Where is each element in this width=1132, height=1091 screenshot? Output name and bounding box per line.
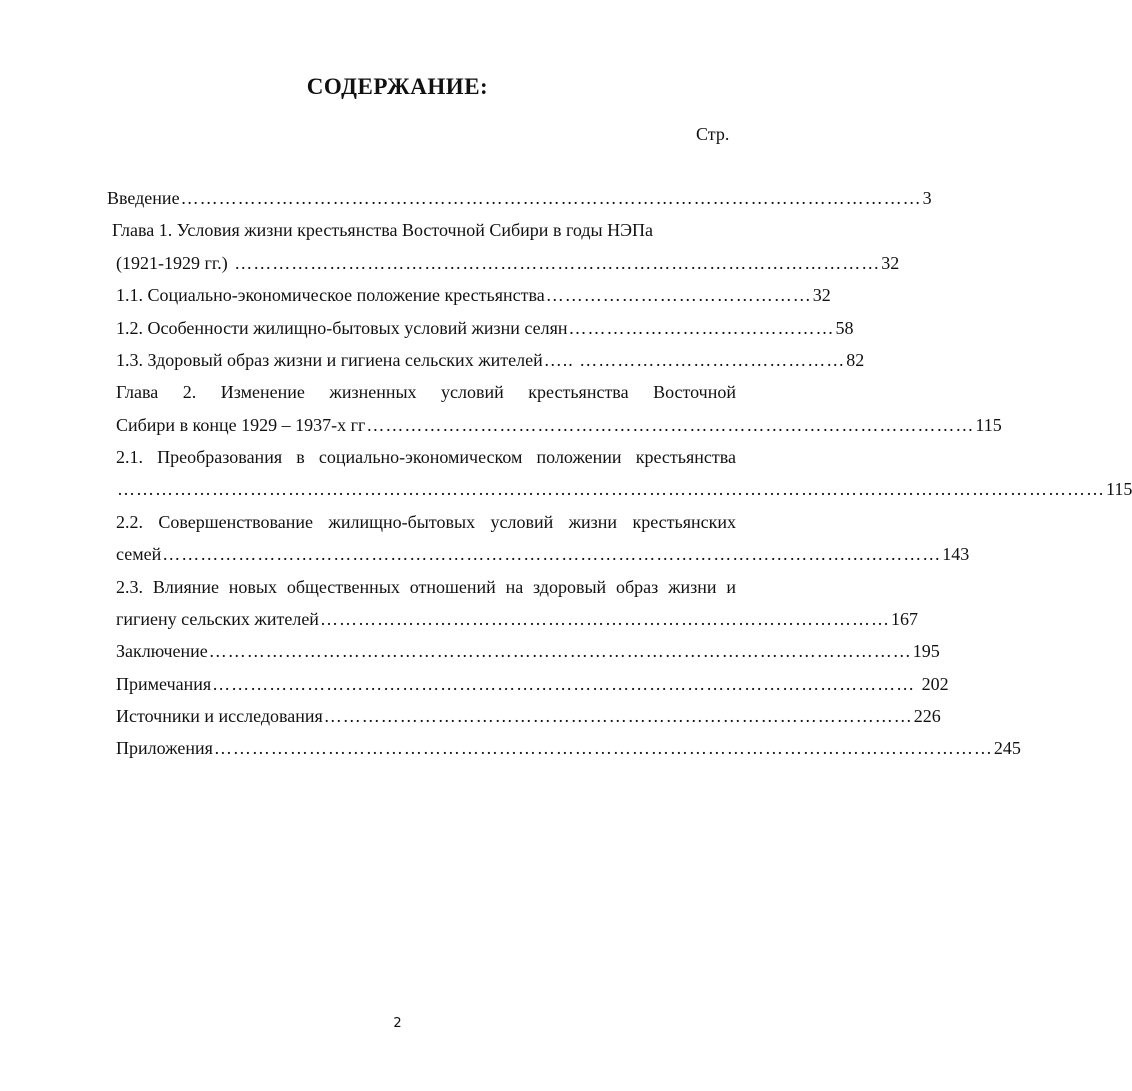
toc-entry-page: 245 [993, 738, 1021, 758]
toc-entry-page: 226 [913, 706, 941, 726]
dot-leader: …………………………………………………………………………………………………………… [162, 544, 942, 564]
page-column-label: Стр. [696, 124, 730, 144]
toc-chapter-2 [116, 414, 1002, 436]
toc-section-2-1 [116, 478, 1132, 500]
toc-section-1-3 [116, 349, 865, 371]
dot-leader: …………………………………… [545, 285, 812, 305]
toc-section-1-2 [116, 317, 854, 339]
toc-entry-page: 195 [912, 641, 940, 661]
toc-entry-page: 32 [812, 285, 831, 305]
toc-entry-page: 32 [881, 253, 900, 273]
toc-entry-title: Примечания [116, 674, 212, 694]
toc-entry-title: семей [116, 544, 162, 564]
toc-entry-title: Источники и исследования [116, 706, 323, 726]
toc-section-1-1 [116, 284, 831, 306]
toc-entry-title: Введение [107, 188, 180, 208]
dot-leader: ……………………………………………………………………………… [319, 609, 890, 629]
page-title: СОДЕРЖАНИЕ: [306, 74, 489, 99]
toc-entry-appendix [116, 737, 1021, 759]
dot-leader: ……………………………………………………………………………………………………… [180, 188, 922, 208]
dot-leader: ………………………………………………………………………………………………… [208, 641, 912, 661]
toc-entry-page: 58 [835, 318, 854, 338]
toc-entry-notes [116, 673, 949, 695]
toc-entry-title: Заключение [116, 641, 208, 661]
toc-chapter-1 [116, 252, 900, 274]
toc-entry-page: 82 [846, 350, 865, 370]
toc-entry-conclusion [116, 640, 940, 662]
toc-entry-page: 115 [975, 415, 1002, 435]
toc-entry-title: 1.1. Социально-экономическое положение крестьянства [116, 285, 545, 305]
toc-chapter-1-title: Глава 1. Условия жизни крестьянства Восточной Сибири в годы НЭПа [112, 220, 653, 240]
dot-leader: ………………………………………………………………………………………… [228, 253, 881, 273]
toc-chapter-2-title: Глава 2. Изменение жизненных условий крестьянства Восточной [116, 382, 736, 402]
toc-entry-sources [116, 705, 941, 727]
dot-leader: ….. …………………………………… [543, 350, 846, 370]
toc-section-2-3 [116, 608, 918, 630]
toc-section-2-1-title: 2.1. Преобразования в социально-экономическом положении крестьянства [116, 447, 736, 467]
toc-entry-title: 1.3. Здоровый образ жизни и гигиена сельских жителей [116, 350, 543, 370]
dot-leader: ………………………………………………………………………………………………… [212, 674, 921, 694]
toc-section-2-2-title: 2.2. Совершенствование жилищно-бытовых условий жизни крестьянских [116, 512, 736, 532]
toc-entry-title: (1921-1929 гг.) [116, 253, 228, 273]
toc-section-2-2 [116, 543, 970, 565]
toc-entry-title: гигиену сельских жителей [116, 609, 319, 629]
toc-entry-intro [107, 187, 932, 209]
toc-entry-title: 1.2. Особенности жилищно-бытовых условий жизни селян [116, 318, 568, 338]
toc-entry-page: 115 [1106, 479, 1132, 499]
dot-leader: …………………………………………………………………………………… [366, 415, 975, 435]
page-number: 2 [393, 1016, 402, 1031]
toc-entry-title: Сибири в конце 1929 – 1937-х гг [116, 415, 366, 435]
toc-entry-page: 202 [921, 674, 949, 694]
toc-entry-page: 3 [922, 188, 932, 208]
toc-entry-page: 167 [890, 609, 918, 629]
dot-leader: …………………………………… [568, 318, 835, 338]
toc-entry-page: 143 [942, 544, 970, 564]
dot-leader: …………………………………………………………………………………………………………… [213, 738, 993, 758]
toc-entry-title: Приложения [116, 738, 213, 758]
toc-section-2-3-title: 2.3. Влияние новых общественных отношений на здоровый образ жизни и [116, 577, 736, 597]
dot-leader: ………………………………………………………………………………… [323, 706, 913, 726]
dot-leader: ………………………………………………………………………………………………………………………………………… [117, 479, 1105, 499]
